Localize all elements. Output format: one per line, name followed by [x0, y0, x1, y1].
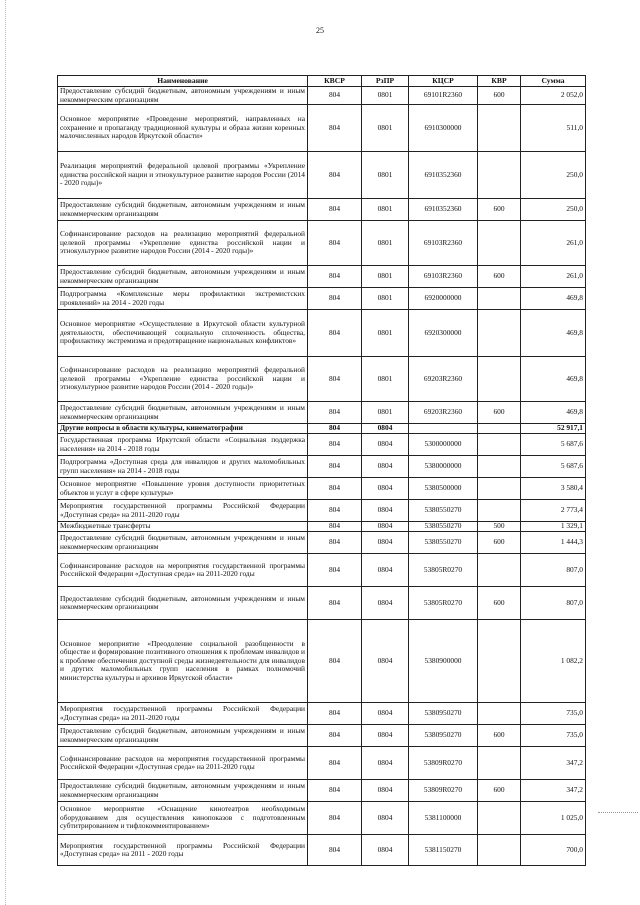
row-kcsr: 6910352360: [409, 152, 478, 199]
row-sum: 5 687,6: [521, 456, 586, 478]
row-kvr: [478, 221, 521, 266]
row-kvsr: 804: [308, 620, 362, 703]
row-kvsr: 804: [308, 554, 362, 587]
row-rzpr: 0801: [362, 357, 409, 402]
row-name: Основное мероприятие «Повышение уровня доступности приоритетных объектов и услуг в сфере культуры»: [58, 478, 308, 500]
budget-table: [57, 75, 586, 866]
table-header-row: [58, 76, 586, 87]
row-sum: 250,0: [521, 152, 586, 199]
row-rzpr: 0804: [362, 554, 409, 587]
scan-edge: [0, 0, 6, 905]
row-sum: 52 917,1: [521, 424, 586, 434]
table-row: [58, 587, 586, 620]
header-sum: Сумма: [521, 76, 586, 87]
row-kvsr: 804: [308, 835, 362, 866]
header-kcsr: КЦСР: [409, 76, 478, 87]
row-name: Мероприятия государственной программы Российской Федерации «Доступная среда» на 2011-2020 годы: [58, 703, 308, 725]
table-row: [58, 725, 586, 747]
row-kcsr: 5300000000: [409, 434, 478, 456]
row-rzpr: 0801: [362, 402, 409, 424]
row-name: Основное мероприятие «Преодоление социальной разобщенности в обществе и формирование позитивного отношения к проблемам инвалидов и к проблеме обеспечения доступной среды жизнедеятельности для инвалидов и других маломобильных групп населения в рамках полномочий министерства культуры и архивов Иркутской области»: [58, 620, 308, 703]
row-rzpr: 0801: [362, 105, 409, 152]
row-sum: 1 329,1: [521, 522, 586, 532]
row-sum: 735,0: [521, 725, 586, 747]
row-sum: 2 052,0: [521, 87, 586, 105]
table-body: [58, 87, 586, 866]
row-name: Софинансирование расходов на реализацию мероприятий федеральной целевой программы «Укрепление единства российской нации и этнокультурное развитие народов России (2014 - 2020 годы)»: [58, 357, 308, 402]
row-kvr: [478, 478, 521, 500]
row-kcsr: 5380550270: [409, 532, 478, 554]
row-name: Софинансирование расходов на реализацию мероприятий федеральной целевой программы «Укрепление единства российской нации и этнокультурное развитие народов России (2014 - 2020 годы)»: [58, 221, 308, 266]
row-kvr: [478, 434, 521, 456]
row-kvsr: 804: [308, 522, 362, 532]
row-name: Предоставление субсидий бюджетным, автономным учреждениям и иным некоммерческим организациям: [58, 266, 308, 288]
table-row: [58, 199, 586, 221]
row-kcsr: 53809R0270: [409, 747, 478, 780]
row-kvsr: 804: [308, 266, 362, 288]
row-kvr: 500: [478, 522, 521, 532]
row-rzpr: 0804: [362, 456, 409, 478]
row-kvr: [478, 703, 521, 725]
row-kvsr: 804: [308, 105, 362, 152]
table-row: [58, 221, 586, 266]
row-kcsr: 69101R2360: [409, 87, 478, 105]
row-rzpr: 0804: [362, 620, 409, 703]
row-rzpr: 0804: [362, 500, 409, 522]
table-row: [58, 402, 586, 424]
row-kvsr: 804: [308, 532, 362, 554]
header-kvr: КВР: [478, 76, 521, 87]
row-kcsr: 53805R0270: [409, 587, 478, 620]
row-name: Предоставление субсидий бюджетным, автономным учреждениям и иным некоммерческим организациям: [58, 532, 308, 554]
table-row: [58, 434, 586, 456]
row-kvr: [478, 424, 521, 434]
row-kvr: 600: [478, 266, 521, 288]
row-name: Предоставление субсидий бюджетным, автономным учреждениям и иным некоммерческим организациям: [58, 780, 308, 802]
row-name: Предоставление субсидий бюджетным, автономным учреждениям и иным некоммерческим организациям: [58, 199, 308, 221]
row-kvr: [478, 288, 521, 310]
row-rzpr: 0804: [362, 725, 409, 747]
row-rzpr: 0804: [362, 434, 409, 456]
row-rzpr: 0801: [362, 221, 409, 266]
page-number: 25: [316, 26, 324, 35]
table-row: [58, 456, 586, 478]
row-sum: 469,8: [521, 357, 586, 402]
row-sum: 469,8: [521, 402, 586, 424]
row-kvr: [478, 357, 521, 402]
row-kcsr: 5381100000: [409, 802, 478, 835]
table-row: [58, 802, 586, 835]
table-row: [58, 152, 586, 199]
row-kvsr: 804: [308, 199, 362, 221]
row-kcsr: 6920000000: [409, 288, 478, 310]
row-name: Мероприятия государственной программы Российской Федерации «Доступная среда» на 2011 - 2020 годы: [58, 835, 308, 866]
row-kcsr: 5381150270: [409, 835, 478, 866]
row-kcsr: 69103R2360: [409, 221, 478, 266]
row-name: Предоставление субсидий бюджетным, автономным учреждениям и иным некоммерческим организациям: [58, 587, 308, 620]
row-sum: 3 580,4: [521, 478, 586, 500]
row-kvr: [478, 554, 521, 587]
row-sum: 261,0: [521, 266, 586, 288]
row-kvsr: 804: [308, 288, 362, 310]
row-name: Софинансирование расходов на мероприятия государственной программы Российской Федерации «Доступная среда» на 2011-2020 годы: [58, 747, 308, 780]
row-kvr: 600: [478, 587, 521, 620]
row-kvsr: 804: [308, 802, 362, 835]
row-kvr: 600: [478, 199, 521, 221]
table-row: [58, 780, 586, 802]
row-kvsr: 804: [308, 221, 362, 266]
row-name: Мероприятия государственной программы Российской Федерации «Доступная среда» на 2011-2020 годы: [58, 500, 308, 522]
row-kvsr: 804: [308, 747, 362, 780]
row-sum: 511,0: [521, 105, 586, 152]
row-rzpr: 0804: [362, 522, 409, 532]
table-row: [58, 424, 586, 434]
row-name: Софинансирование расходов на мероприятия государственной программы Российской Федерации «Доступная среда» на 2011-2020 годы: [58, 554, 308, 587]
row-name: Государственная программа Иркутской области «Социальная поддержка населения» на 2014 - 2018 годы: [58, 434, 308, 456]
row-kvr: [478, 802, 521, 835]
row-sum: 5 687,6: [521, 434, 586, 456]
row-name: Основное мероприятие «Осуществление в Иркутской области культурной деятельности, обеспечивающей социальную сплоченность общества, профилактику экстремизма и предотвращение национальных конфликтов»: [58, 310, 308, 357]
row-sum: 469,8: [521, 310, 586, 357]
row-kvr: 600: [478, 780, 521, 802]
row-rzpr: 0801: [362, 266, 409, 288]
row-kvr: 600: [478, 532, 521, 554]
row-kvsr: 804: [308, 703, 362, 725]
row-rzpr: 0804: [362, 802, 409, 835]
table-row: [58, 835, 586, 866]
row-kvsr: 804: [308, 780, 362, 802]
scan-dots: [598, 812, 638, 814]
row-name: Подпрограмма «Комплексные меры профилактики экстремистских проявлений» на 2014 - 2020 годы: [58, 288, 308, 310]
row-rzpr: 0801: [362, 310, 409, 357]
row-kvr: 600: [478, 87, 521, 105]
row-kvr: [478, 620, 521, 703]
row-kcsr: 53809R0270: [409, 780, 478, 802]
row-sum: 347,2: [521, 747, 586, 780]
row-kcsr: 5380950270: [409, 725, 478, 747]
row-kvr: [478, 105, 521, 152]
row-kvsr: 804: [308, 87, 362, 105]
row-rzpr: 0801: [362, 199, 409, 221]
table-row: [58, 703, 586, 725]
row-kvr: [478, 152, 521, 199]
row-rzpr: 0804: [362, 587, 409, 620]
row-name: Другие вопросы в области культуры, кинематографии: [58, 424, 308, 434]
row-rzpr: 0804: [362, 703, 409, 725]
row-rzpr: 0804: [362, 835, 409, 866]
row-rzpr: 0804: [362, 532, 409, 554]
row-rzpr: 0804: [362, 478, 409, 500]
row-sum: 700,0: [521, 835, 586, 866]
row-kvsr: 804: [308, 456, 362, 478]
row-rzpr: 0804: [362, 424, 409, 434]
header-kvsr: КВСР: [308, 76, 362, 87]
row-kcsr: 5380950270: [409, 703, 478, 725]
row-name: Основное мероприятие «Оснащение кинотеатров необходимым оборудованием для осуществления кинопоказов с подготовленным субтитрированием и тифлокомментированием»: [58, 802, 308, 835]
row-sum: 1 025,0: [521, 802, 586, 835]
row-kcsr: 69103R2360: [409, 266, 478, 288]
table-row: [58, 747, 586, 780]
table-row: [58, 620, 586, 703]
row-sum: 2 773,4: [521, 500, 586, 522]
row-kvsr: 804: [308, 434, 362, 456]
row-kcsr: [409, 424, 478, 434]
table-row: [58, 357, 586, 402]
row-rzpr: 0804: [362, 747, 409, 780]
table-row: [58, 105, 586, 152]
row-sum: 735,0: [521, 703, 586, 725]
row-kvr: [478, 310, 521, 357]
row-kvsr: 804: [308, 725, 362, 747]
table-row: [58, 266, 586, 288]
row-kcsr: 6920300000: [409, 310, 478, 357]
row-name: Предоставление субсидий бюджетным, автономным учреждениям и иным некоммерческим организациям: [58, 87, 308, 105]
row-rzpr: 0801: [362, 152, 409, 199]
row-kvsr: 804: [308, 402, 362, 424]
row-sum: 807,0: [521, 554, 586, 587]
row-name: Межбюджетные трансферты: [58, 522, 308, 532]
table-row: [58, 554, 586, 587]
row-sum: 347,2: [521, 780, 586, 802]
row-kcsr: 53805R0270: [409, 554, 478, 587]
row-sum: 1 444,3: [521, 532, 586, 554]
row-kcsr: 5380550270: [409, 500, 478, 522]
row-kvsr: 804: [308, 357, 362, 402]
row-kcsr: 6910300000: [409, 105, 478, 152]
row-kvr: 600: [478, 402, 521, 424]
row-name: Предоставление субсидий бюджетным, автономным учреждениям и иным некоммерческим организациям: [58, 402, 308, 424]
row-kvsr: 804: [308, 310, 362, 357]
header-rzpr: РзПР: [362, 76, 409, 87]
table-row: [58, 500, 586, 522]
row-rzpr: 0804: [362, 780, 409, 802]
row-kvsr: 804: [308, 478, 362, 500]
row-rzpr: 0801: [362, 288, 409, 310]
row-sum: 469,8: [521, 288, 586, 310]
table-row: [58, 87, 586, 105]
row-kvsr: 804: [308, 424, 362, 434]
row-rzpr: 0801: [362, 87, 409, 105]
table-row: [58, 310, 586, 357]
table-row: [58, 522, 586, 532]
table-row: [58, 478, 586, 500]
row-kcsr: 6910352360: [409, 199, 478, 221]
row-kvsr: 804: [308, 152, 362, 199]
row-kcsr: 5380000000: [409, 456, 478, 478]
table-row: [58, 532, 586, 554]
row-kvr: [478, 456, 521, 478]
row-sum: 1 082,2: [521, 620, 586, 703]
row-kcsr: 5380550270: [409, 522, 478, 532]
row-kvr: [478, 835, 521, 866]
row-sum: 807,0: [521, 587, 586, 620]
row-kvr: [478, 500, 521, 522]
row-kcsr: 5380900000: [409, 620, 478, 703]
row-name: Основное мероприятие «Проведение мероприятий, направленных на сохранение и пропаганду традиционной культуры и образа жизни коренных малочисленных народов Иркутской области»: [58, 105, 308, 152]
row-kvsr: 804: [308, 500, 362, 522]
table-row: [58, 288, 586, 310]
header-name: Наименование: [58, 76, 308, 87]
row-kvr: [478, 747, 521, 780]
row-sum: 261,0: [521, 221, 586, 266]
row-kcsr: 69203R2360: [409, 402, 478, 424]
row-kcsr: 5380500000: [409, 478, 478, 500]
row-name: Предоставление субсидий бюджетным, автономным учреждениям и иным некоммерческим организациям: [58, 725, 308, 747]
row-sum: 250,0: [521, 199, 586, 221]
row-kvsr: 804: [308, 587, 362, 620]
row-kvr: 600: [478, 725, 521, 747]
row-name: Реализация мероприятий федеральной целевой программы «Укрепление единства российской нации и этнокультурное развитие народов России (2014 - 2020 годы)»: [58, 152, 308, 199]
row-kcsr: 69203R2360: [409, 357, 478, 402]
row-name: Подпрограмма «Доступная среда для инвалидов и других маломобильных групп населения» на 2014 - 2018 годы: [58, 456, 308, 478]
